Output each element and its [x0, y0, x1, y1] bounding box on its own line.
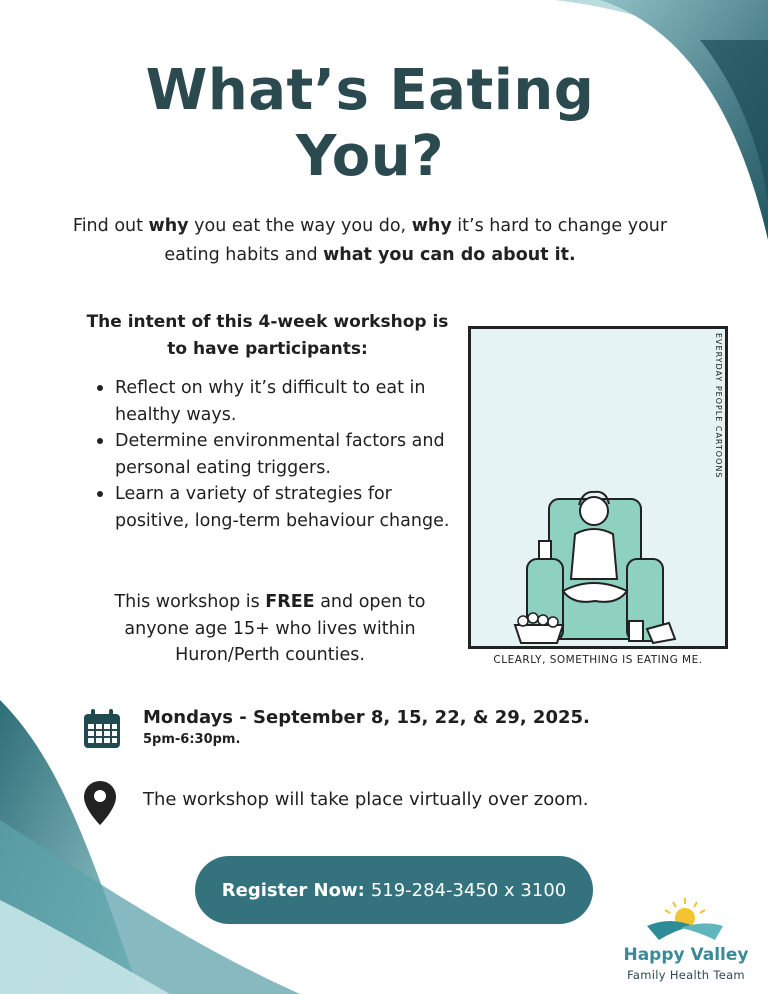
list-item: Reflect on why it’s difficult to eat in healthy ways. — [92, 375, 462, 428]
cartoon-drawing — [471, 329, 725, 646]
eligibility-part: This workshop is — [114, 592, 266, 612]
register-phone: 519-284-3450 x 3100 — [370, 879, 567, 901]
calendar-icon — [82, 708, 122, 750]
intent-heading: The intent of this 4-week workshop is to have participants: — [86, 312, 449, 359]
subtitle-text: you eat the way you do, — [188, 216, 412, 236]
location-text: The workshop will take place virtually over zoom. — [143, 789, 589, 810]
title-line-1: What’s Eating — [145, 58, 595, 123]
subtitle-text: it’s hard to change your eating habits and — [164, 216, 668, 265]
schedule-dates: Mondays - September 8, 15, 22, & 29, 2025. — [143, 707, 590, 728]
subtitle — [70, 212, 670, 270]
schedule-time: 5pm-6:30pm. — [143, 732, 241, 747]
cartoon-illustration — [468, 326, 728, 649]
objectives-list — [92, 375, 462, 534]
list-item: Determine environmental factors and personal eating triggers. — [92, 428, 462, 481]
free-emphasis: FREE — [265, 592, 315, 612]
subtitle-text: Find out — [72, 216, 149, 236]
cartoon-credit: EVERYDAY PEOPLE CARTOONS — [714, 333, 723, 479]
page-title — [0, 58, 740, 190]
list-item: Learn a variety of strategies for positive, long-term behaviour change. — [92, 481, 462, 534]
register-button[interactable] — [195, 856, 593, 924]
eligibility-text — [80, 589, 460, 669]
title-line-2: You? — [295, 124, 445, 189]
subtitle-emphasis: why — [411, 216, 452, 236]
logo-name: Happy Valley — [623, 945, 749, 965]
register-label: Register Now: — [221, 879, 365, 901]
sun-valley-icon — [645, 896, 725, 942]
subtitle-emphasis: why — [148, 216, 189, 236]
subtitle-emphasis: what you can do about it. — [323, 245, 576, 265]
logo-subtitle: Family Health Team — [627, 968, 745, 982]
location-pin-icon — [83, 780, 117, 826]
eligibility-part: and open to anyone age 15+ who lives within Huron/Perth counties. — [124, 592, 426, 665]
cartoon-caption: CLEARLY, SOMETHING IS EATING ME. — [493, 654, 703, 666]
